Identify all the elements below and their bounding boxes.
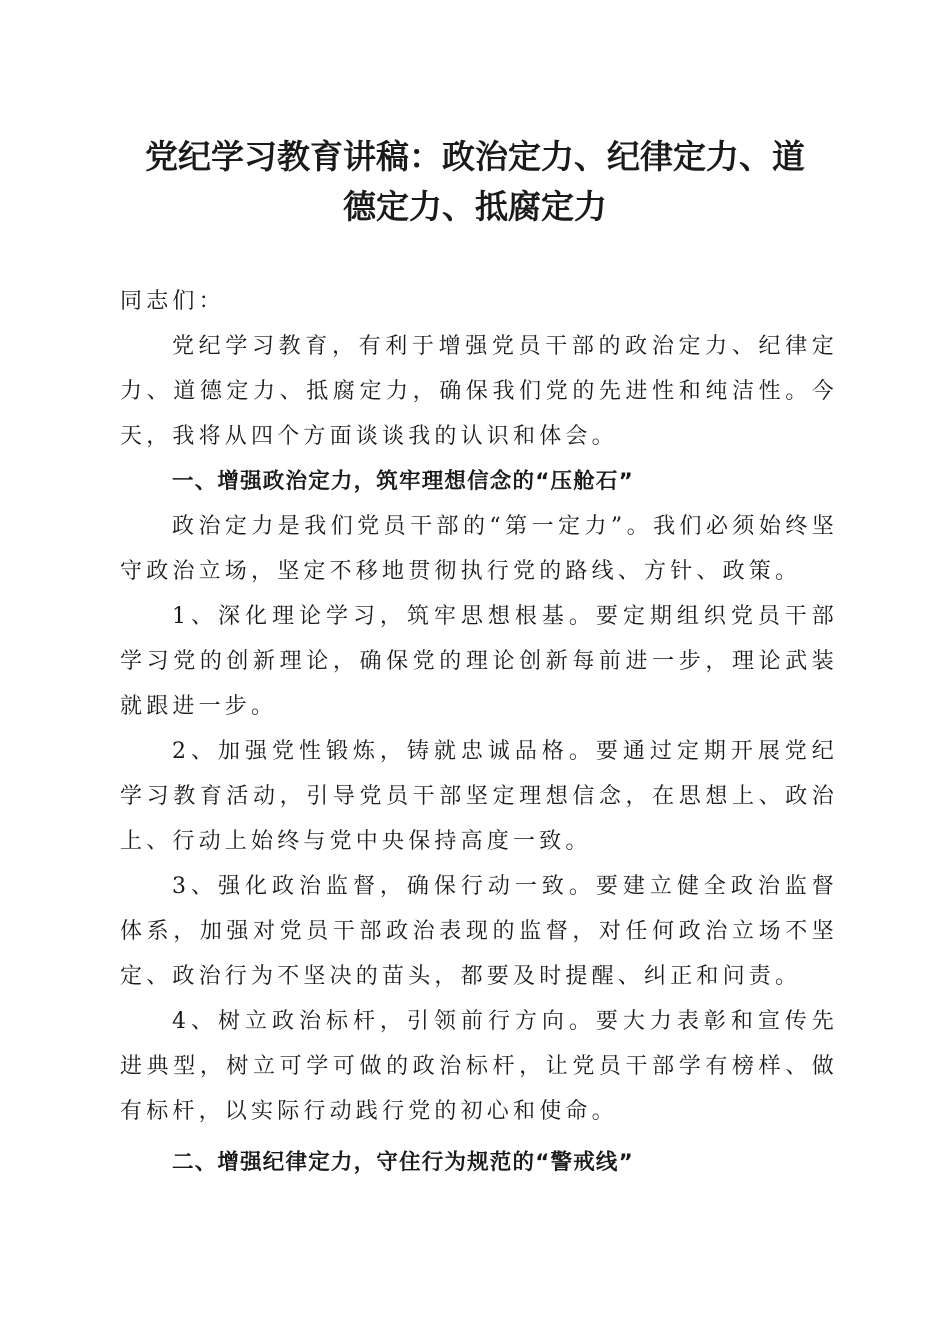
salutation: 同志们： (120, 289, 225, 314)
title-line-1: 党纪学习教育讲稿：政治定力、纪律定力、道 (145, 137, 805, 176)
title-line-2: 德定力、抵腐定力 (343, 187, 607, 226)
document-body (120, 279, 838, 1185)
body-paragraph: 政治定力是我们党员干部的“第一定力”。我们必须始终坚守政治立场，坚定不移地贯彻执行党的路线、方针、政策。 (120, 514, 838, 584)
section-heading-1: 一、增强政治定力，筑牢理想信念的“压舱石” (172, 469, 634, 494)
body-paragraph: 2、加强党性锻炼，铸就忠诚品格。要通过定期开展党纪学习教育活动，引导党员干部坚定理想信念，在思想上、政治上、行动上始终与党中央保持高度一致。 (120, 739, 838, 854)
section-heading-2: 二、增强纪律定力，守住行为规范的“警戒线” (172, 1150, 634, 1175)
document-title (95, 132, 855, 232)
body-paragraph: 1、深化理论学习，筑牢思想根基。要定期组织党员干部学习党的创新理论，确保党的理论创新每前进一步，理论武装就跟进一步。 (120, 604, 838, 719)
body-paragraph: 3、强化政治监督，确保行动一致。要建立健全政治监督体系，加强对党员干部政治表现的监督，对任何政治立场不坚定、政治行为不坚决的苗头，都要及时提醒、纠正和问责。 (120, 874, 838, 989)
body-paragraph: 4、树立政治标杆，引领前行方向。要大力表彰和宣传先进典型，树立可学可做的政治标杆，让党员干部学有榜样、做有标杆，以实际行动践行党的初心和使命。 (120, 1009, 838, 1124)
intro-paragraph: 党纪学习教育，有利于增强党员干部的政治定力、纪律定力、道德定力、抵腐定力，确保我们党的先进性和纯洁性。今天，我将从四个方面谈谈我的认识和体会。 (120, 334, 838, 449)
